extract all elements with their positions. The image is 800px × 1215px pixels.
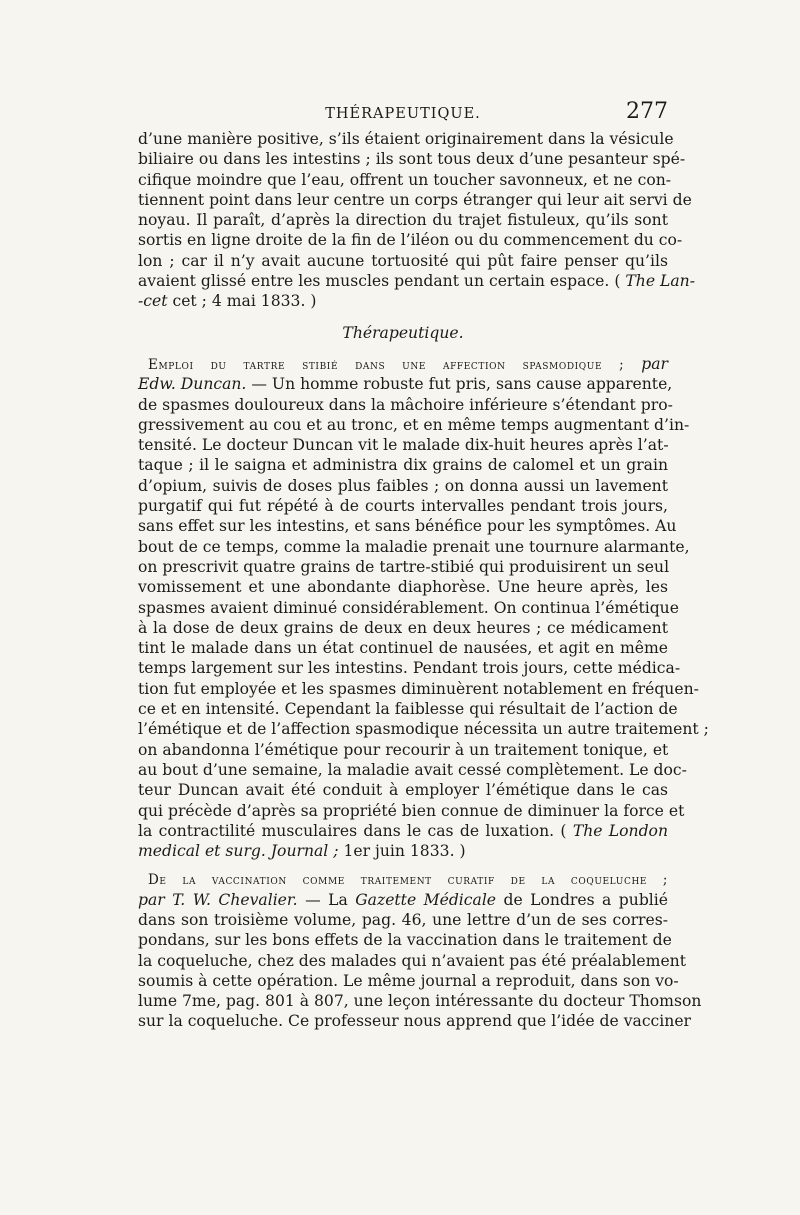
text-line: de spasmes douloureux dans la mâchoire inférieure s’étendant pro-: [138, 395, 673, 414]
text-line: temps largement sur les intestins. Pendant trois jours, cette médica-: [138, 659, 681, 678]
text-line: purgatif qui fut répété à de courts intervalles pendant trois jours,: [138, 497, 668, 516]
text-line: la coqueluche, chez des malades qui n’avaient pas été préalablement: [138, 951, 686, 970]
text-line: tion fut employée et les spasmes diminuèrent notablement en fréquen-: [138, 679, 699, 698]
article-heading: De la vaccination comme traitement curatif de la coqueluche ;: [148, 872, 668, 889]
text-line: tint le malade dans un état continuel de nausées, et agit en même: [138, 639, 668, 658]
text-line: lon ; car il n’y avait aucune tortuosité qui pût faire penser qu’ils: [138, 251, 668, 270]
text-line: cifique moindre que l’eau, offrent un toucher savonneux, et ne con-: [138, 170, 672, 189]
page-header: [138, 96, 668, 130]
text-line: vomissement et une abondante diaphorèse. Une heure après, les: [138, 578, 668, 597]
text-line: dans son troisième volume, pag. 46, une lettre d’un de ses corres-: [138, 910, 668, 929]
text-line: lume 7me, pag. 801 à 807, une leçon intéressante du docteur Thomson: [138, 992, 702, 1011]
text-line: la contractilité musculaires dans le cas de luxation. ( The London: [138, 821, 668, 840]
text-line: par T. W. Chevalier. — La Gazette Médicale de Londres a publié: [138, 890, 669, 909]
journal-title: The London: [572, 821, 668, 840]
text-line: tiennent point dans leur centre un corps étranger qui leur ait servi de: [138, 190, 692, 209]
journal-title: The Lan-: [625, 272, 695, 291]
text-line: tensité. Le docteur Duncan vit le malade dix-huit heures après l’at-: [138, 436, 669, 455]
text-line: on prescrivit quatre grains de tartre-stibié qui produisirent un seul: [138, 557, 670, 576]
author: T. W. Chevalier.: [172, 890, 298, 909]
text-line: sur la coqueluche. Ce professeur nous apprend que l’idée de vacciner: [138, 1012, 691, 1031]
spacer: [138, 861, 668, 869]
text-line: taque ; il le saigna et administra dix grains de calomel et un grain: [138, 456, 668, 475]
section-title: Thérapeutique.: [342, 323, 464, 342]
author: Edw. Duncan.: [138, 375, 247, 394]
text-line: noyau. Il paraît, d’après la direction du trajet fistuleux, qu’ils sont: [138, 211, 668, 230]
text-line: d’opium, suivis de doses plus faibles ; on donna aussi un lavement: [138, 476, 668, 495]
text-line: -cet cet ; 4 mai 1833. ): [138, 292, 317, 311]
text-line: Edw. Duncan. — Un homme robuste fut pris, sans cause apparente,: [138, 375, 673, 394]
text-line: medical et surg. Journal ; 1er juin 1833. ): [138, 842, 466, 861]
text-line: au bout d’une semaine, la maladie avait cessé complètement. Le doc-: [138, 760, 687, 779]
text-line: l’émétique et de l’affection spasmodique nécessita un autre traitement ;: [138, 720, 709, 739]
spacer: [138, 343, 668, 354]
text-line: gressivement au cou et au tronc, et en même temps augmentant d’in-: [138, 415, 690, 434]
spacer: [138, 312, 668, 323]
text-line: pondans, sur les bons effets de la vaccination dans le traitement de: [138, 931, 672, 950]
article-heading: Emploi du tartre stibié dans une affection spasmodique ; par: [148, 354, 668, 373]
text-line: à la dose de deux grains de deux en deux heures ; ce médicament: [138, 618, 668, 637]
text-line: sortis en ligne droite de la fin de l’iléon ou du commencement du co-: [138, 231, 683, 250]
page-body: [138, 129, 709, 1032]
text-line: qui précède d’après sa propriété bien connue de diminuer la force et: [138, 801, 685, 820]
journal-title: Gazette Médicale: [355, 890, 497, 909]
text-line: biliaire ou dans les intestins ; ils sont tous deux d’une pesanteur spé-: [138, 150, 686, 169]
text-line: avaient glissé entre les muscles pendant un certain espace. ( The Lan-: [138, 272, 695, 291]
running-title: THÉRAPEUTIQUE.: [325, 106, 481, 122]
text-line: on abandonna l’émétique pour recourir à un traitement tonique, et: [138, 740, 669, 759]
text-line: sans effet sur les intestins, et sans bénéfice pour les symptômes. Au: [138, 517, 677, 536]
text-line: spasmes avaient diminué considérablement. On continua l’émétique: [138, 598, 679, 617]
text-line: bout de ce temps, comme la maladie prenait une tournure alarmante,: [138, 537, 690, 556]
text-line: teur Duncan avait été conduit à employer l’émétique dans le cas: [138, 781, 668, 800]
text-line: ce et en intensité. Cependant la faiblesse qui résultait de l’action de: [138, 700, 678, 719]
page-number: 277: [626, 99, 668, 124]
text-line: soumis à cette opération. Le même journal a reproduit, dans son vo-: [138, 971, 679, 990]
text-line: d’une manière positive, s’ils étaient originairement dans la vésicule: [138, 130, 674, 148]
